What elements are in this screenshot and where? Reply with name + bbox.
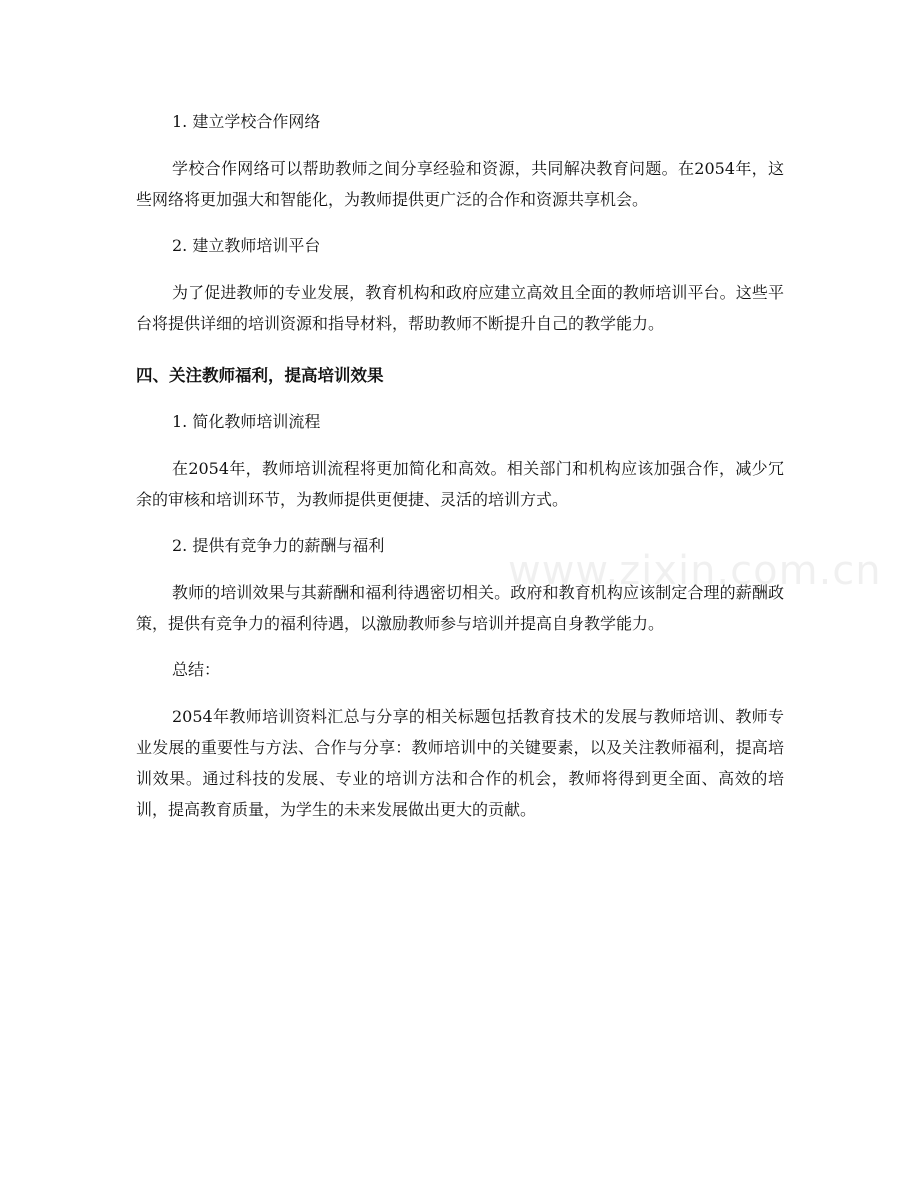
paragraph-summary: 2054年教师培训资料汇总与分享的相关标题包括教育技术的发展与教师培训、教师专业发展的重要性与方法、合作与分享：教师培训中的关键要素，以及关注教师福利，提高培训效果。通过科技的发展、专业的培训方法和合作的机会，教师将得到更全面、高效的培训，提高教育质量，为学生的未来发展做出更大的贡献。 bbox=[136, 707, 784, 819]
item-heading-training-platform: 2. 建立教师培训平台 bbox=[172, 236, 321, 255]
document-body bbox=[136, 108, 784, 825]
paragraph-salary-welfare: 教师的培训效果与其薪酬和福利待遇密切相关。政府和教育机构应该制定合理的薪酬政策，提供有竞争力的福利待遇，以激励教师参与培训并提高自身教学能力。 bbox=[136, 583, 784, 633]
watermark-text: www.zixin.com.cn bbox=[508, 548, 882, 594]
paragraph-training-platform: 为了促进教师的专业发展，教育机构和政府应建立高效且全面的教师培训平台。这些平台将提供详细的培训资源和指导材料，帮助教师不断提升自己的教学能力。 bbox=[136, 283, 784, 333]
paragraph-school-network: 学校合作网络可以帮助教师之间分享经验和资源，共同解决教育问题。在2054年，这些网络将更加强大和智能化，为教师提供更广泛的合作和资源共享机会。 bbox=[136, 159, 784, 209]
item-heading-simplify-process: 1. 简化教师培训流程 bbox=[172, 412, 321, 431]
item-heading-salary-welfare: 2. 提供有竞争力的薪酬与福利 bbox=[172, 536, 385, 555]
item-heading-school-network: 1. 建立学校合作网络 bbox=[172, 112, 321, 131]
summary-label: 总结： bbox=[172, 660, 221, 679]
paragraph-simplify-process: 在2054年，教师培训流程将更加简化和高效。相关部门和机构应该加强合作，减少冗余的审核和培训环节，为教师提供更便捷、灵活的培训方式。 bbox=[136, 459, 784, 509]
section-heading-teacher-welfare: 四、关注教师福利，提高培训效果 bbox=[136, 366, 384, 385]
